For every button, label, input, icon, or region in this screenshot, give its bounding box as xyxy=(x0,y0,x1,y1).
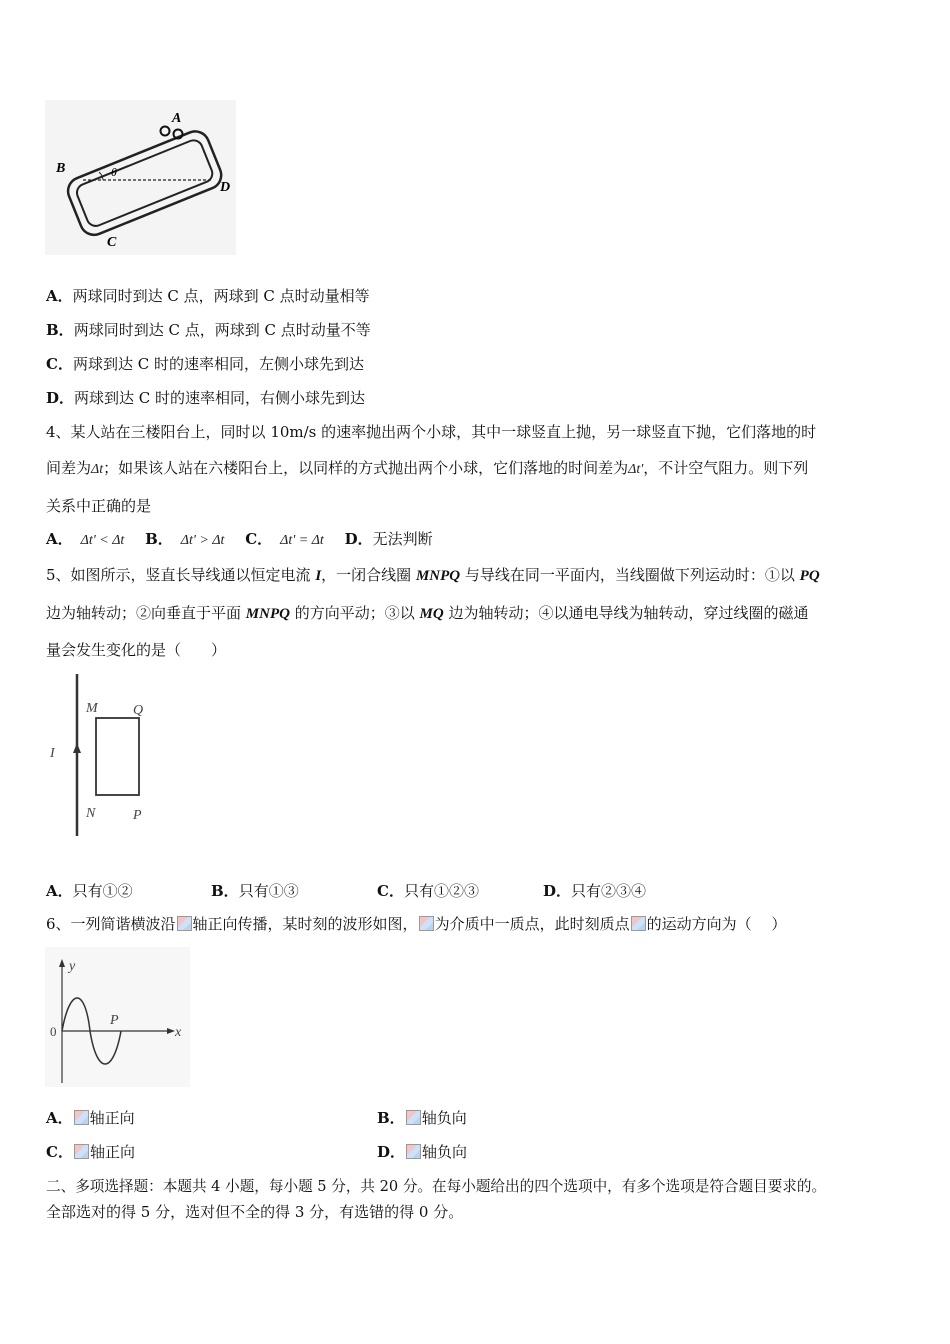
label-c: C xyxy=(107,235,117,250)
missing-image-icon xyxy=(631,916,646,931)
label-y: y xyxy=(69,959,76,974)
label-b: B xyxy=(56,161,66,176)
q5-option-a: A．只有①② xyxy=(46,882,133,900)
missing-image-icon xyxy=(74,1110,89,1125)
q4-options: A． Δt' < Δt B． Δt' > Δt C． Δt' = Δt D．无法判断 xyxy=(46,530,433,548)
label-q: Q xyxy=(133,703,144,718)
q3-option-a: A．两球同时到达 C 点，两球到 C 点时动量相等 xyxy=(46,287,370,305)
label-origin: 0 xyxy=(50,1024,57,1039)
label-n: N xyxy=(86,806,96,821)
missing-image-icon xyxy=(419,916,434,931)
label-m: M xyxy=(86,701,98,716)
section2-line-1: 二、多项选择题：本题共 4 小题，每小题 5 分，共 20 分。在每小题给出的四个选项中，有多个选项是符合题目要求的。 xyxy=(46,1178,827,1195)
missing-image-icon xyxy=(406,1144,421,1159)
missing-image-icon xyxy=(406,1110,421,1125)
label-x: x xyxy=(175,1025,182,1040)
q5-line-1: 5、如图所示，竖直长导线通以恒定电流 I，一闭合线圈 MNPQ 与导线在同一平面内，当线圈做下列运动时：①以 PQ xyxy=(46,566,820,584)
label-a: A xyxy=(172,111,182,126)
q5-option-c: C．只有①②③ xyxy=(377,882,479,900)
label-p: P xyxy=(133,808,142,823)
q3-option-b: B．两球同时到达 C 点，两球到 C 点时动量不等 xyxy=(46,321,371,339)
q6-wave-figure xyxy=(45,947,190,1087)
q5-option-b: B．只有①③ xyxy=(211,882,299,900)
q4-line-1: 4、某人站在三楼阳台上，同时以 10m/s 的速率抛出两个小球，其中一球竖直上抛，另一球竖直下抛，它们落地的时 xyxy=(46,423,817,441)
label-i: I xyxy=(50,746,55,761)
q5-figure xyxy=(45,672,165,842)
label-d: D xyxy=(220,180,231,195)
q6-option-a: A． 轴正向 xyxy=(46,1109,135,1127)
q5-line-2: 边为轴转动；②向垂直于平面 MNPQ 的方向平动；③以 MQ 边为轴转动；④以通电导线为轴转动，穿过线圈的磁通 xyxy=(46,604,809,622)
missing-image-icon xyxy=(177,916,192,931)
q3-option-c: C．两球到达 C 时的速率相同，左侧小球先到达 xyxy=(46,355,364,373)
q6-option-c: C． 轴正向 xyxy=(46,1143,135,1161)
q3-option-d: D．两球到达 C 时的速率相同，右侧小球先到达 xyxy=(46,389,366,407)
q5-option-d: D．只有②③④ xyxy=(543,882,647,900)
q6-option-d: D． 轴负向 xyxy=(377,1143,468,1161)
q6-option-b: B． 轴负向 xyxy=(377,1109,467,1127)
q4-line-3: 关系中正确的是 xyxy=(46,497,152,515)
q4-line-2: 间差为Δt；如果该人站在六楼阳台上，以同样的方式抛出两个小球，它们落地的时间差为Δt'，不计空气阻力。则下列 xyxy=(46,459,809,477)
section2-line-2: 全部选对的得 5 分，选对但不全的得 3 分，有选错的得 0 分。 xyxy=(46,1203,464,1221)
missing-image-icon xyxy=(74,1144,89,1159)
q6-stem: 6、一列简谐横波沿 轴正向传播，某时刻的波形如图， 为介质中一质点，此时刻质点 的运动方向为（ ） xyxy=(46,915,787,933)
q3-figure xyxy=(45,100,236,255)
label-p: P xyxy=(110,1013,119,1028)
label-theta: θ xyxy=(111,165,117,179)
q5-line-3: 量会发生变化的是（ ） xyxy=(46,641,227,659)
